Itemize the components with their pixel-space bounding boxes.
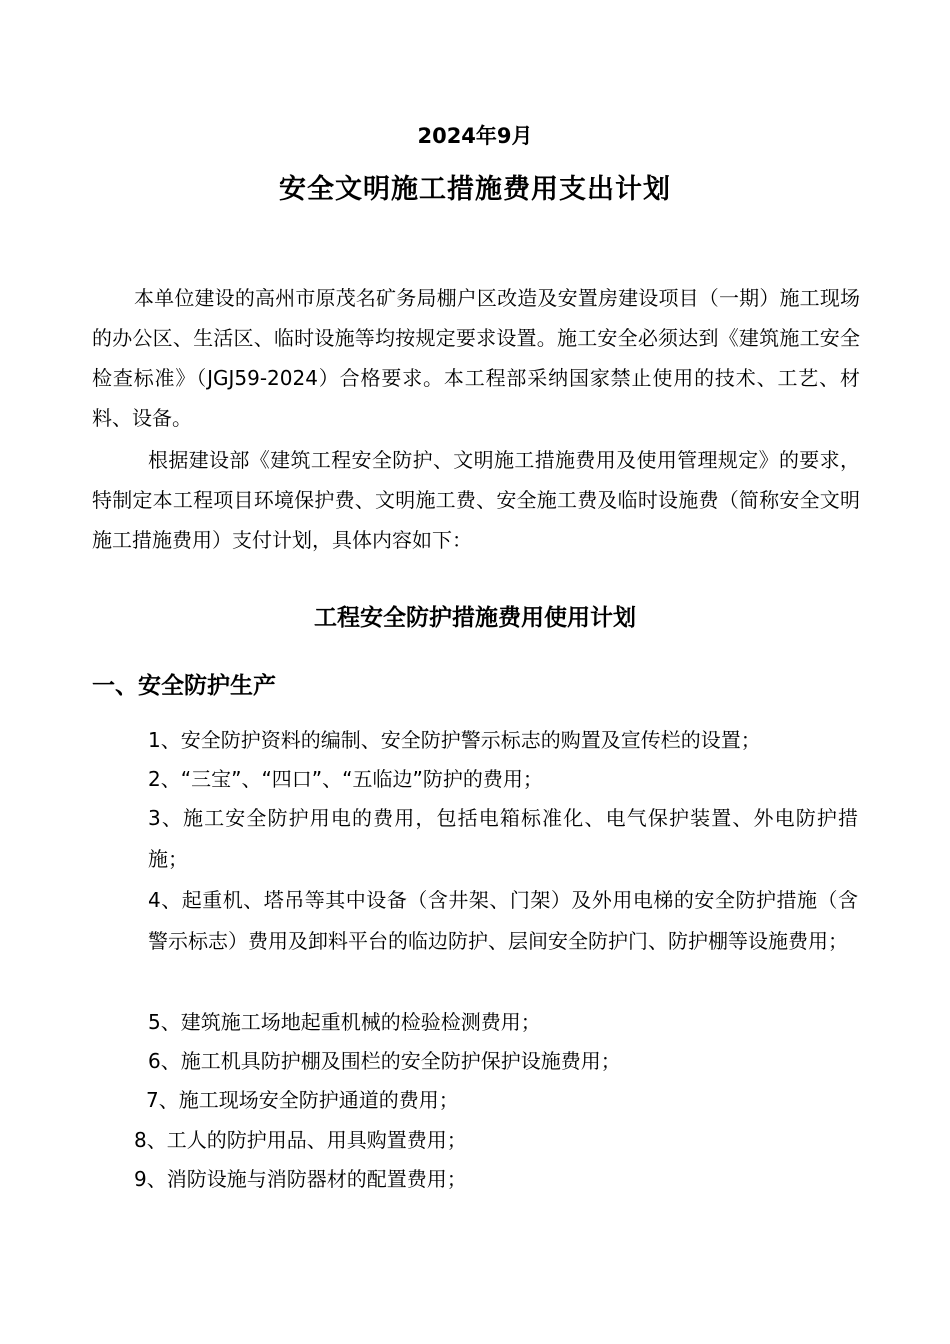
list-item: 6、施工机具防护棚及围栏的安全防护保护设施费用；	[148, 1049, 621, 1073]
section-title: 工程安全防护措施费用使用计划	[314, 605, 636, 631]
list-item: 4、起重机、塔吊等其中设备（含井架、门架）及外用电梯的安全防护措施（含警示标志）费用及卸料平台的临边防护、层间安全防护门、防护棚等设施费用；	[148, 888, 858, 953]
intro-paragraph-1: 本单位建设的高州市原茂名矿务局棚户区改造及安置房建设项目（一期）施工现场的办公区、生活区、临时设施等均按规定要求设置。施工安全必须达到《建筑施工安全检查标准》（JGJ59-2024）合格要求。本工程部采纳国家禁止使用的技术、工艺、材料、设备。	[92, 286, 860, 430]
list-item: 7、施工现场安全防护通道的费用；	[146, 1088, 459, 1112]
list-item: 1、安全防护资料的编制、安全防护警示标志的购置及宣传栏的设置；	[148, 728, 761, 752]
intro-paragraph-2: 根据建设部《建筑工程安全防护、文明施工措施费用及使用管理规定》的要求，特制定本工程项目环境保护费、文明施工费、安全施工费及临时设施费（简称安全文明施工措施费用）支付计划，具体内容如下：	[92, 448, 860, 552]
list-item: 8、工人的防护用品、用具购置费用；	[134, 1128, 467, 1152]
list-item: 5、建筑施工场地起重机械的检验检测费用；	[148, 1010, 541, 1034]
list-item: 9、消防设施与消防器材的配置费用；	[134, 1167, 467, 1191]
heading-safety-production: 一、安全防护生产	[92, 673, 276, 699]
document-date: 2024年9月	[417, 124, 533, 148]
list-item: 2、“三宝”、“四口”、“五临边”防护的费用；	[148, 767, 543, 791]
list-item: 3、施工安全防护用电的费用，包括电箱标准化、电气保护装置、外电防护措施；	[148, 806, 858, 871]
document-title: 安全文明施工措施费用支出计划	[279, 174, 671, 205]
